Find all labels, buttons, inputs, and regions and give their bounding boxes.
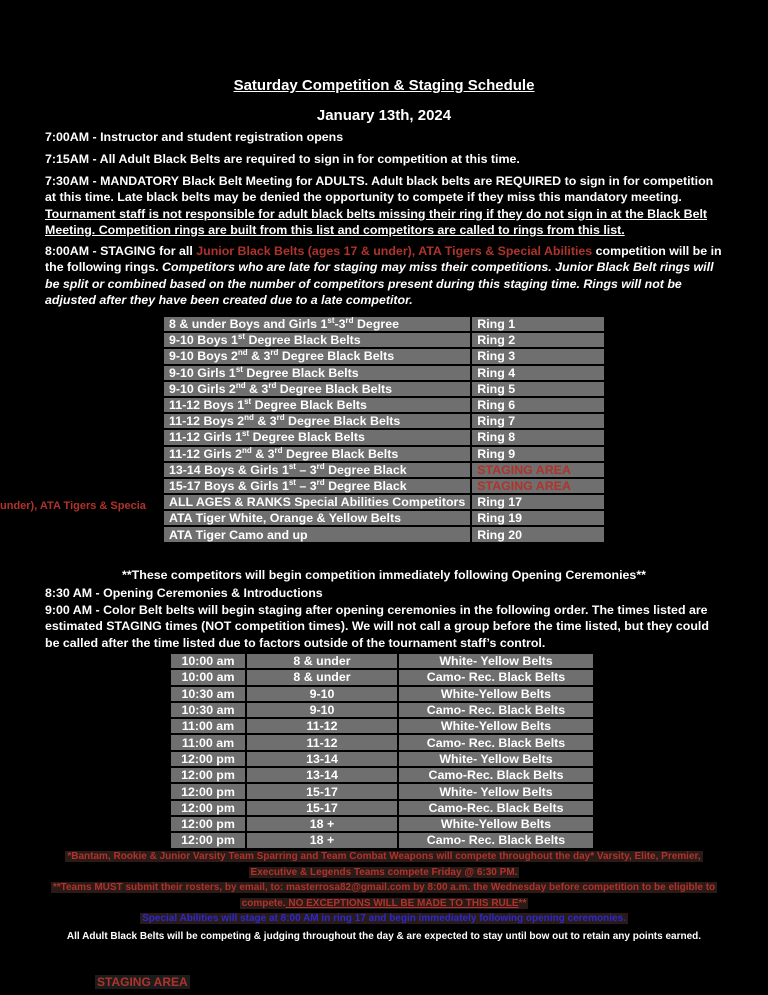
division-text: 11-12 Boys 1 [169, 398, 245, 413]
division-text: & 3 [251, 446, 275, 461]
division-text: 9-10 Boys 2 [169, 349, 238, 364]
schedule-time: 12:00 pm [171, 817, 245, 831]
entry-text: STAGING for all [100, 244, 197, 258]
schedule-time: 12:00 pm [171, 768, 245, 782]
footer-line: ** [518, 897, 527, 909]
ring-division [164, 430, 470, 444]
ring-row [164, 511, 604, 525]
schedule-row [171, 833, 593, 847]
color-belt-schedule-table [169, 652, 595, 850]
schedule-row [171, 784, 593, 798]
footer-line: *Bantam, Rookie & Junior Varsity Team Sparring and Team Combat Weapons will compete throughout the day* Varsity, Elite, Premier, [67, 851, 701, 862]
ring-assignment-table [162, 315, 606, 544]
schedule-belts: White-Yellow Belts [399, 817, 593, 831]
entry-black-belt-meeting [45, 173, 725, 238]
entry-italic: Competitors who are late for staging may miss their competitions. Junior Black Belt rings will be split or combined based on the number of competitors present during this staging time. Rings will not be adjusted after they have been created due to a late competitor. [45, 260, 714, 307]
schedule-row [171, 670, 593, 684]
schedule-age-group: 8 & under [247, 654, 397, 668]
schedule-age-group: 9-10 [247, 703, 397, 717]
ring-row [164, 333, 604, 347]
division-text: 15-17 Boys & Girls 1 [169, 478, 289, 493]
ring-number: Ring 3 [472, 349, 604, 363]
division-text: 9-10 Boys 1 [169, 333, 238, 348]
ring-row [164, 349, 604, 363]
ring-number: STAGING AREA [472, 463, 604, 477]
ordinal-suffix: rd [274, 445, 283, 455]
footer-rule-emphasis: NO EXCEPTIONS WILL BE MADE TO THIS RULE [285, 897, 519, 909]
entry-adult-signin [45, 151, 725, 167]
schedule-row [171, 768, 593, 782]
schedule-row [171, 719, 593, 733]
schedule-row [171, 752, 593, 766]
footer-roster-note [0, 880, 768, 911]
entry-opening-ceremonies [45, 585, 725, 601]
rings-note: **These competitors will begin competition immediately following Opening Ceremonies** [122, 568, 646, 582]
entry-junior-staging [45, 243, 725, 308]
entry-text: Instructor and student registration opens [100, 130, 344, 144]
ring-division [164, 479, 470, 493]
schedule-row [171, 735, 593, 749]
schedule-row [171, 687, 593, 701]
division-text: Degree Black Belts [278, 349, 395, 364]
ring-number: Ring 17 [472, 495, 604, 509]
ring-row [164, 463, 604, 477]
schedule-time: 10:30 am [171, 703, 245, 717]
ordinal-suffix: st [288, 461, 296, 471]
ordinal-suffix: st [242, 429, 250, 439]
ring-row [164, 414, 604, 428]
ring-row [164, 527, 604, 541]
ring-division [164, 527, 470, 541]
division-text: Degree Black Belts [242, 365, 359, 380]
division-text: -3 [334, 317, 346, 332]
entry-text: competition will be in the following rings. [45, 244, 722, 275]
ring-row [164, 382, 604, 396]
entry-time: 7:15AM - [45, 152, 100, 166]
ordinal-suffix: nd [237, 348, 248, 358]
ring-division [164, 366, 470, 380]
footer-special-abilities-note [0, 911, 768, 927]
ring-division [164, 495, 470, 509]
schedule-belts: White-Yellow Belts [399, 719, 593, 733]
schedule-belts: Camo-Rec. Black Belts [399, 801, 593, 815]
schedule-row [171, 817, 593, 831]
division-text: 13-14 Boys & Girls 1 [169, 462, 289, 477]
ring-division [164, 447, 470, 461]
schedule-belts: Camo- Rec. Black Belts [399, 670, 593, 684]
entry-color-belt-staging [45, 602, 725, 651]
ordinal-suffix: rd [345, 316, 354, 326]
ghost-staging-label: STAGING AREA [97, 975, 188, 989]
schedule-age-group: 13-14 [247, 752, 397, 766]
ordinal-suffix: nd [244, 413, 254, 423]
division-text: 8 & under Boys and Girls 1 [169, 317, 328, 332]
schedule-age-group: 11-12 [247, 719, 397, 733]
schedule-belts: White- Yellow Belts [399, 654, 593, 668]
division-text: Degree Black Belts [251, 398, 367, 413]
ring-row [164, 447, 604, 461]
schedule-age-group: 18 + [247, 817, 397, 831]
ring-row [164, 317, 604, 331]
division-text: 11-12 Girls 2 [169, 446, 243, 461]
schedule-age-group: 13-14 [247, 768, 397, 782]
division-text: Degree Black [324, 478, 407, 493]
ring-number: Ring 5 [472, 382, 604, 396]
schedule-belts: White-Yellow Belts [399, 687, 593, 701]
division-text: ATA Tiger Camo and up [169, 527, 308, 542]
ring-division [164, 382, 470, 396]
ring-row [164, 495, 604, 509]
entry-time: 8:00AM - [45, 244, 101, 258]
ring-row [164, 479, 604, 493]
division-text: & 3 [253, 414, 277, 429]
division-text: Degree Black Belts [249, 430, 365, 445]
division-text: 11-12 Boys 2 [169, 414, 245, 429]
schedule-belts: White- Yellow Belts [399, 784, 593, 798]
schedule-time: 12:00 pm [171, 784, 245, 798]
entry-text: Color Belt belts will begin staging after opening ceremonies in the following order. The times listed are estimated STAGING times (NOT competition times). We will not call a group before the time listed, but they could be called after the time listed due to factors outside of the tournament staff’s control. [45, 603, 709, 650]
ordinal-suffix: st [235, 364, 243, 374]
schedule-time: 10:00 am [171, 654, 245, 668]
ring-division [164, 463, 470, 477]
division-text: & 3 [245, 381, 269, 396]
ordinal-suffix: rd [316, 477, 325, 487]
schedule-time: 12:00 pm [171, 833, 245, 847]
footer-line: **Teams MUST submit their rosters, by email, to: masterrosa82@gmail.com by 8:00 a.m. the Wednesday before competition to be eligible to [52, 882, 716, 893]
schedule-belts: Camo- Rec. Black Belts [399, 703, 593, 717]
schedule-age-group: 8 & under [247, 670, 397, 684]
ordinal-suffix: rd [268, 380, 277, 390]
schedule-time: 10:30 am [171, 687, 245, 701]
ordinal-suffix: rd [316, 461, 325, 471]
ring-number: Ring 4 [472, 366, 604, 380]
ring-division [164, 398, 470, 412]
ring-division [164, 333, 470, 347]
entry-text: Opening Ceremonies & Introductions [103, 586, 323, 600]
schedule-age-group: 18 + [247, 833, 397, 847]
ring-number: STAGING AREA [472, 479, 604, 493]
schedule-belts: Camo-Rec. Black Belts [399, 768, 593, 782]
footer-line: Executive & Legends Teams compete Friday @ 6:30 PM. [250, 866, 518, 878]
ordinal-suffix: st [327, 316, 335, 326]
ring-division [164, 511, 470, 525]
schedule-row [171, 801, 593, 815]
division-text: 11-12 Girls 1 [169, 430, 243, 445]
schedule-row [171, 654, 593, 668]
schedule-age-group: 9-10 [247, 687, 397, 701]
ring-division [164, 414, 470, 428]
entry-text: MANDATORY Black Belt Meeting for ADULTS. Adult black belts are REQUIRED to sign in for competition at this time. Late black belts may be denied the opportunity to compete if they miss this mandatory meeting. [45, 174, 714, 205]
ordinal-suffix: rd [270, 348, 279, 358]
footer-line: compete. [241, 897, 286, 909]
division-text: – 3 [295, 478, 317, 493]
entry-underlined-text: Tournament staff is not responsible for adult black belts missing their ring if they do not sign in at the Black Belt Meeting. Competition rings are built from this list and competitors are called to rings from this list. [45, 206, 708, 237]
division-text: ATA Tiger White, Orange & Yellow Belts [169, 511, 402, 526]
ring-division [164, 317, 470, 331]
division-text: ALL AGES & RANKS Special Abilities Competitors [169, 495, 466, 510]
ring-number: Ring 2 [472, 333, 604, 347]
ordinal-suffix: rd [276, 413, 285, 423]
ordinal-suffix: nd [242, 445, 252, 455]
ring-number: Ring 19 [472, 511, 604, 525]
division-text: Degree Black Belts [245, 333, 361, 348]
schedule-belts: Camo- Rec. Black Belts [399, 735, 593, 749]
entry-time: 9:00 AM - [45, 603, 104, 617]
ordinal-suffix: st [237, 332, 245, 342]
division-text: 9-10 Girls 2 [169, 381, 236, 396]
division-text: & 3 [247, 349, 271, 364]
division-text: Degree Black [324, 462, 407, 477]
entry-text: All Adult Black Belts are required to sign in for competition at this time. [99, 152, 520, 166]
footer-line: Special Abilities will stage at 8:00 AM in ring 17 and begin immediately following opening ceremonies. [142, 913, 626, 924]
ring-number: Ring 9 [472, 447, 604, 461]
footer-line: All Adult Black Belts will be competing & judging throughout the day & are expected to stay until bow out to retain any points earned. [66, 931, 702, 942]
ring-number: Ring 1 [472, 317, 604, 331]
page-title: Saturday Competition & Staging Schedule [233, 77, 535, 94]
ring-division [164, 349, 470, 363]
division-text: – 3 [295, 462, 317, 477]
schedule-time: 12:00 pm [171, 801, 245, 815]
schedule-row [171, 703, 593, 717]
division-text: Degree [353, 317, 399, 332]
schedule-belts: Camo- Rec. Black Belts [399, 833, 593, 847]
ordinal-suffix: nd [235, 380, 246, 390]
division-text: Degree Black Belts [284, 414, 401, 429]
ring-number: Ring 8 [472, 430, 604, 444]
ring-number: Ring 20 [472, 527, 604, 541]
ring-number: Ring 6 [472, 398, 604, 412]
schedule-time: 10:00 am [171, 670, 245, 684]
footer-adult-black-belts-note [0, 929, 768, 945]
ring-row [164, 430, 604, 444]
schedule-time: 12:00 pm [171, 752, 245, 766]
ghost-overlay-text: under), ATA Tigers & Specia [0, 500, 146, 512]
entry-time: 7:00AM - [45, 130, 101, 144]
schedule-age-group: 15-17 [247, 801, 397, 815]
schedule-time: 11:00 am [171, 719, 245, 733]
schedule-belts: White- Yellow Belts [399, 752, 593, 766]
ring-row [164, 398, 604, 412]
entry-highlight: Junior Black Belts (ages 17 & under), ATA Tigers & Special Abilities [196, 244, 593, 258]
event-date: January 13th, 2024 [316, 107, 452, 124]
ordinal-suffix: st [244, 397, 252, 407]
schedule-age-group: 15-17 [247, 784, 397, 798]
entry-time: 7:30AM - [45, 174, 101, 188]
footer-team-sparring-note [0, 849, 768, 880]
division-text: Degree Black Belts [276, 381, 393, 396]
ring-row [164, 366, 604, 380]
ordinal-suffix: st [288, 477, 296, 487]
schedule-age-group: 11-12 [247, 735, 397, 749]
entry-registration [45, 129, 725, 145]
division-text: Degree Black Belts [282, 446, 399, 461]
entry-time: 8:30 AM - [45, 586, 104, 600]
division-text: 9-10 Girls 1 [169, 365, 236, 380]
schedule-time: 11:00 am [171, 735, 245, 749]
ring-number: Ring 7 [472, 414, 604, 428]
